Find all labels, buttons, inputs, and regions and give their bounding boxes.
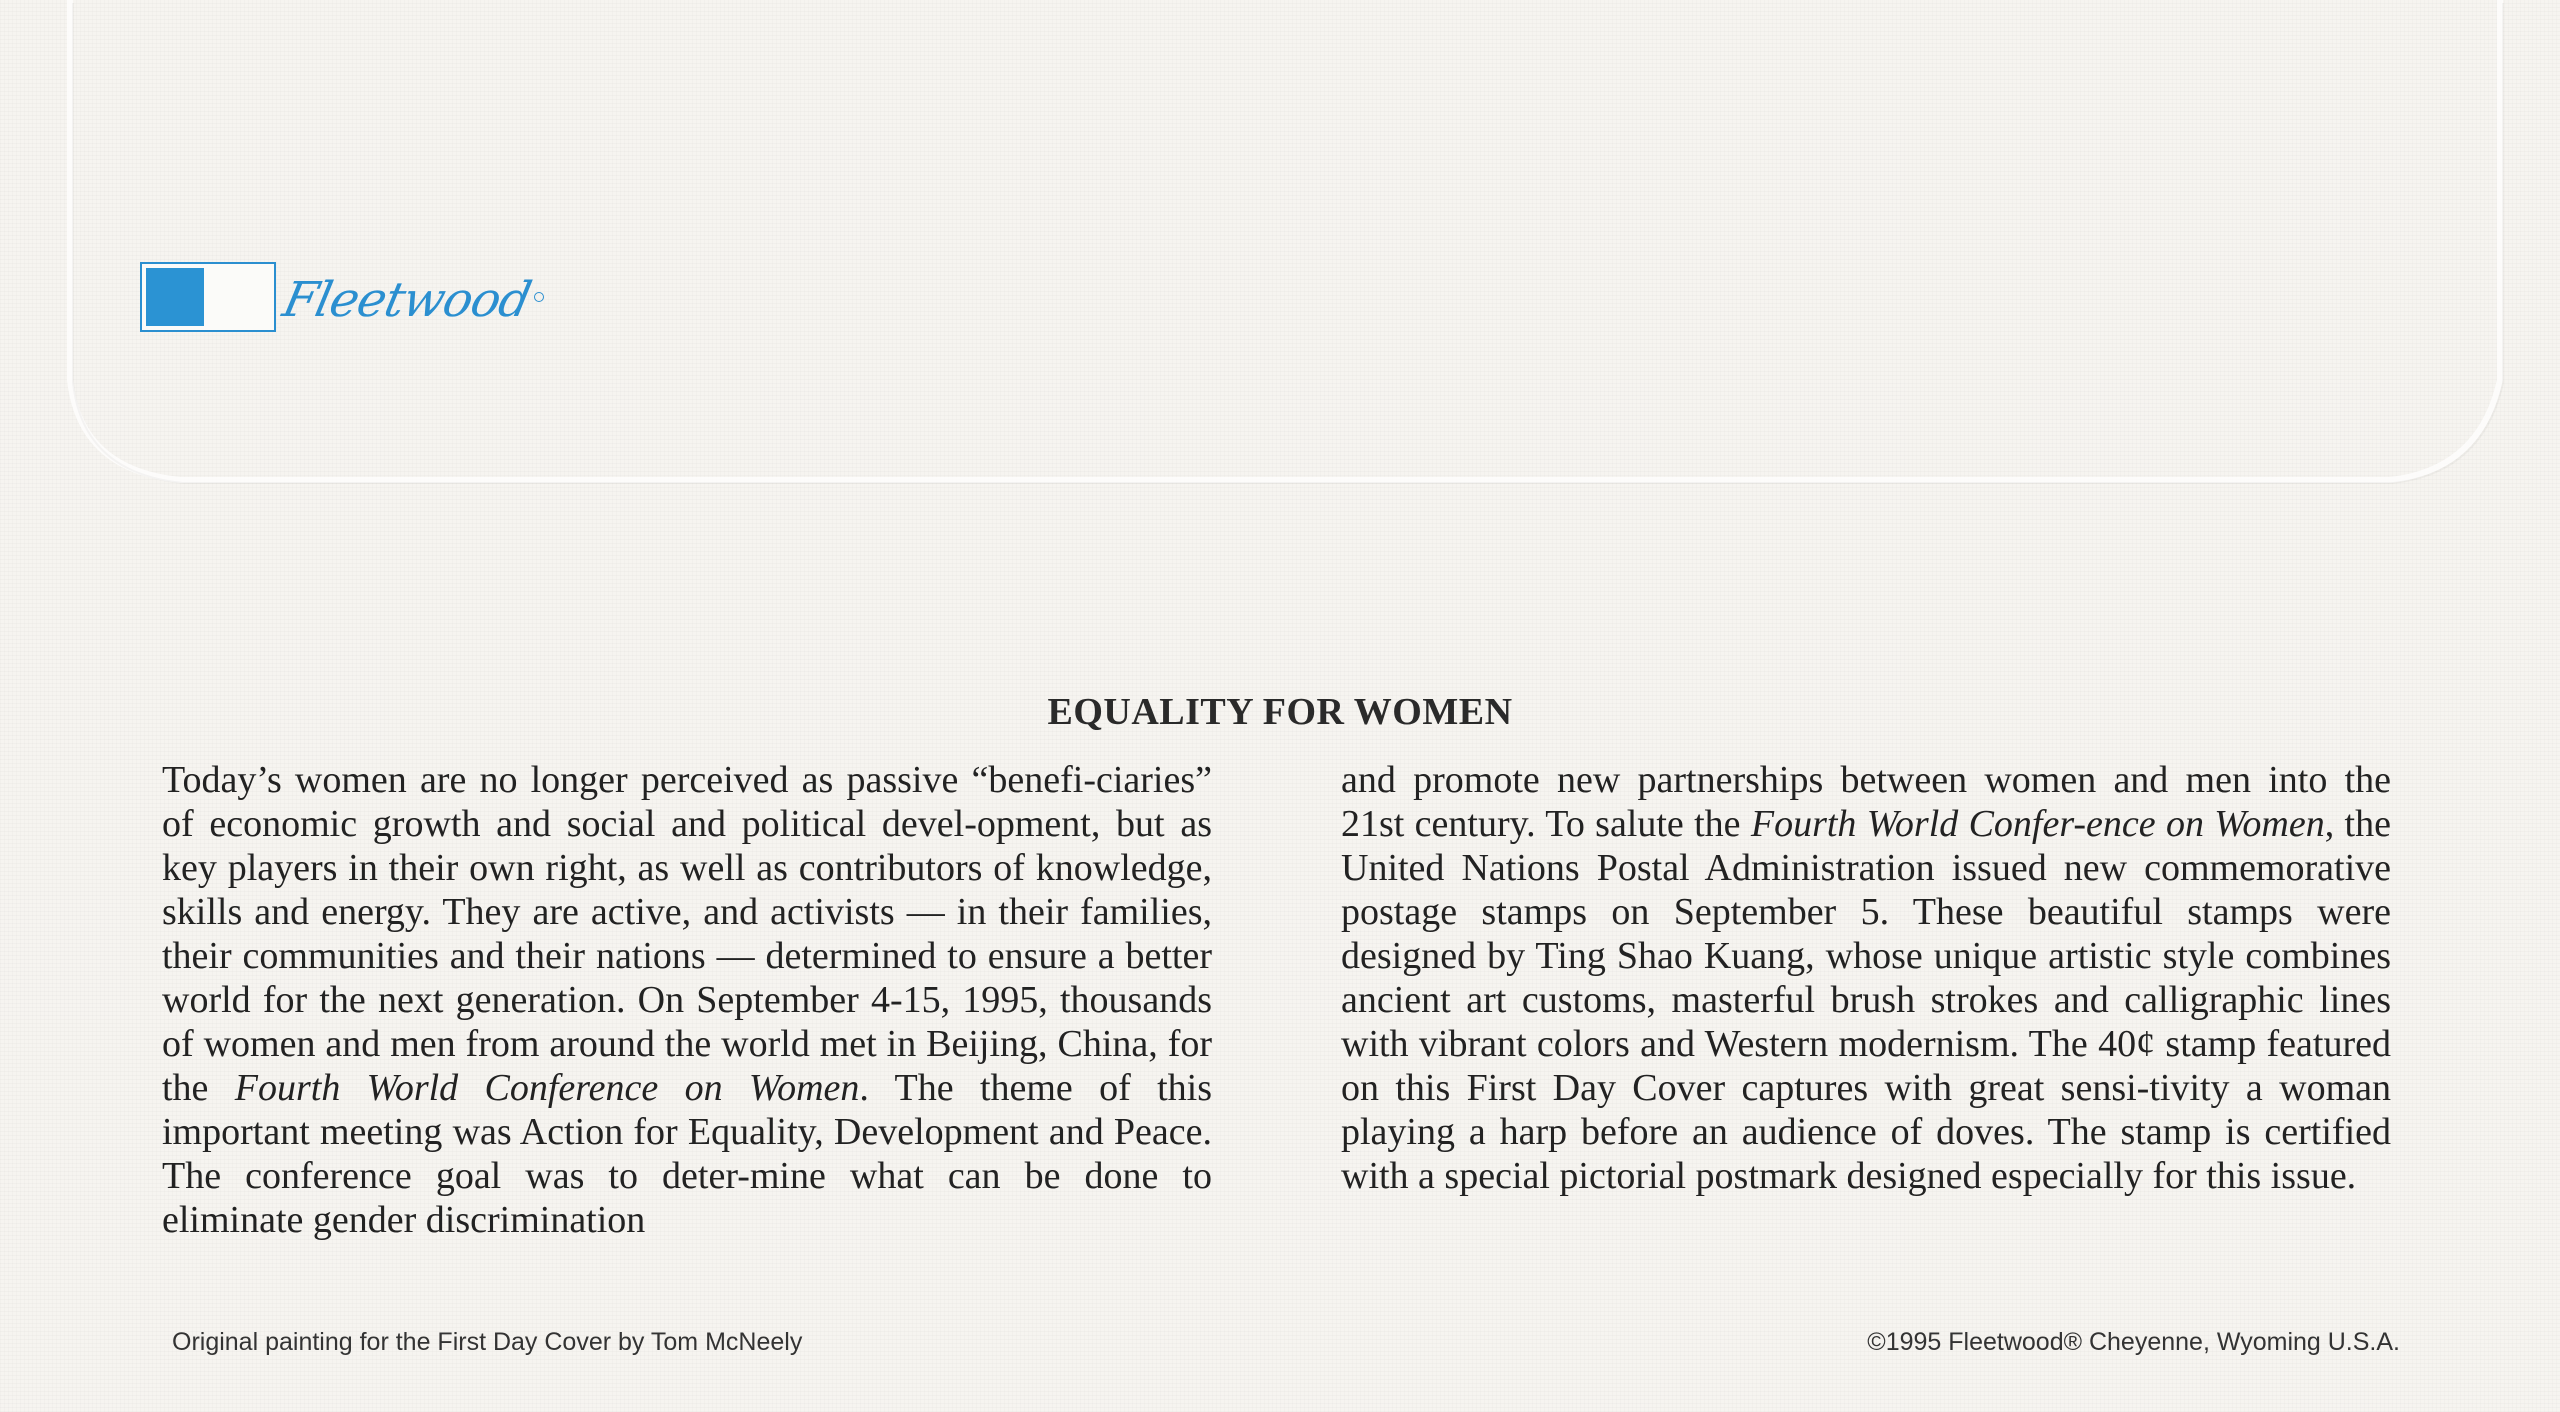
fleetwood-logo-text: Fleetwood xyxy=(278,272,536,328)
copyright-notice: ©1995 Fleetwood® Cheyenne, Wyoming U.S.A. xyxy=(1867,1328,2400,1356)
left-column-paragraph xyxy=(162,758,1212,1242)
right-text-part1: and promote new partnerships between women and men into the 21st century. To salute the xyxy=(1341,759,2391,845)
article-column-left xyxy=(162,758,1212,1242)
article-title: EQUALITY FOR WOMEN xyxy=(1047,691,1513,733)
right-text-part2: , the United Nations Postal Administration issued new commemorative postage stamps on September 5. These beautiful stamps were designed by Ting Shao Kuang, whose unique artistic style combines ancient art customs, masterful brush strokes and calligraphic lines with vibrant colors and Western modernism. The 40¢ stamp featured on this First Day Cover captures with great sensi-tivity a woman playing a harp before an audience of doves. The stamp is certified with a special pictorial postmark designed especially for this issue. xyxy=(1341,803,2391,1197)
left-text-part1: Today’s women are no longer perceived as passive “benefi-ciaries” of economic growth and social and political devel-opment, but as key players in their own right, as well as contributors of knowledge, skills and energy. They are active, and activists — in their families, their communities and their nations — determined to ensure a better world for the next generation. On September 4-15, 1995, thousands of women and men from around the world met in Beijing, China, for the xyxy=(162,759,1212,1109)
article-column-right xyxy=(1341,758,2391,1198)
logo-fill-block xyxy=(146,268,204,326)
painting-credit: Original painting for the First Day Cover by Tom McNeely xyxy=(172,1328,803,1356)
registered-mark-icon xyxy=(534,292,544,302)
left-text-italic-title: Fourth World Conference on Women xyxy=(234,1067,860,1109)
fleetwood-logo-box xyxy=(140,262,276,332)
right-text-italic-title: Fourth World Confer-ence on Women xyxy=(1750,803,2325,845)
right-column-paragraph xyxy=(1341,758,2391,1198)
left-text-part2: . The theme of this important meeting was Action for Equality, Development and Peace. The conference goal was to deter-mine what can be done to eliminate gender discrimination xyxy=(162,1067,1213,1241)
